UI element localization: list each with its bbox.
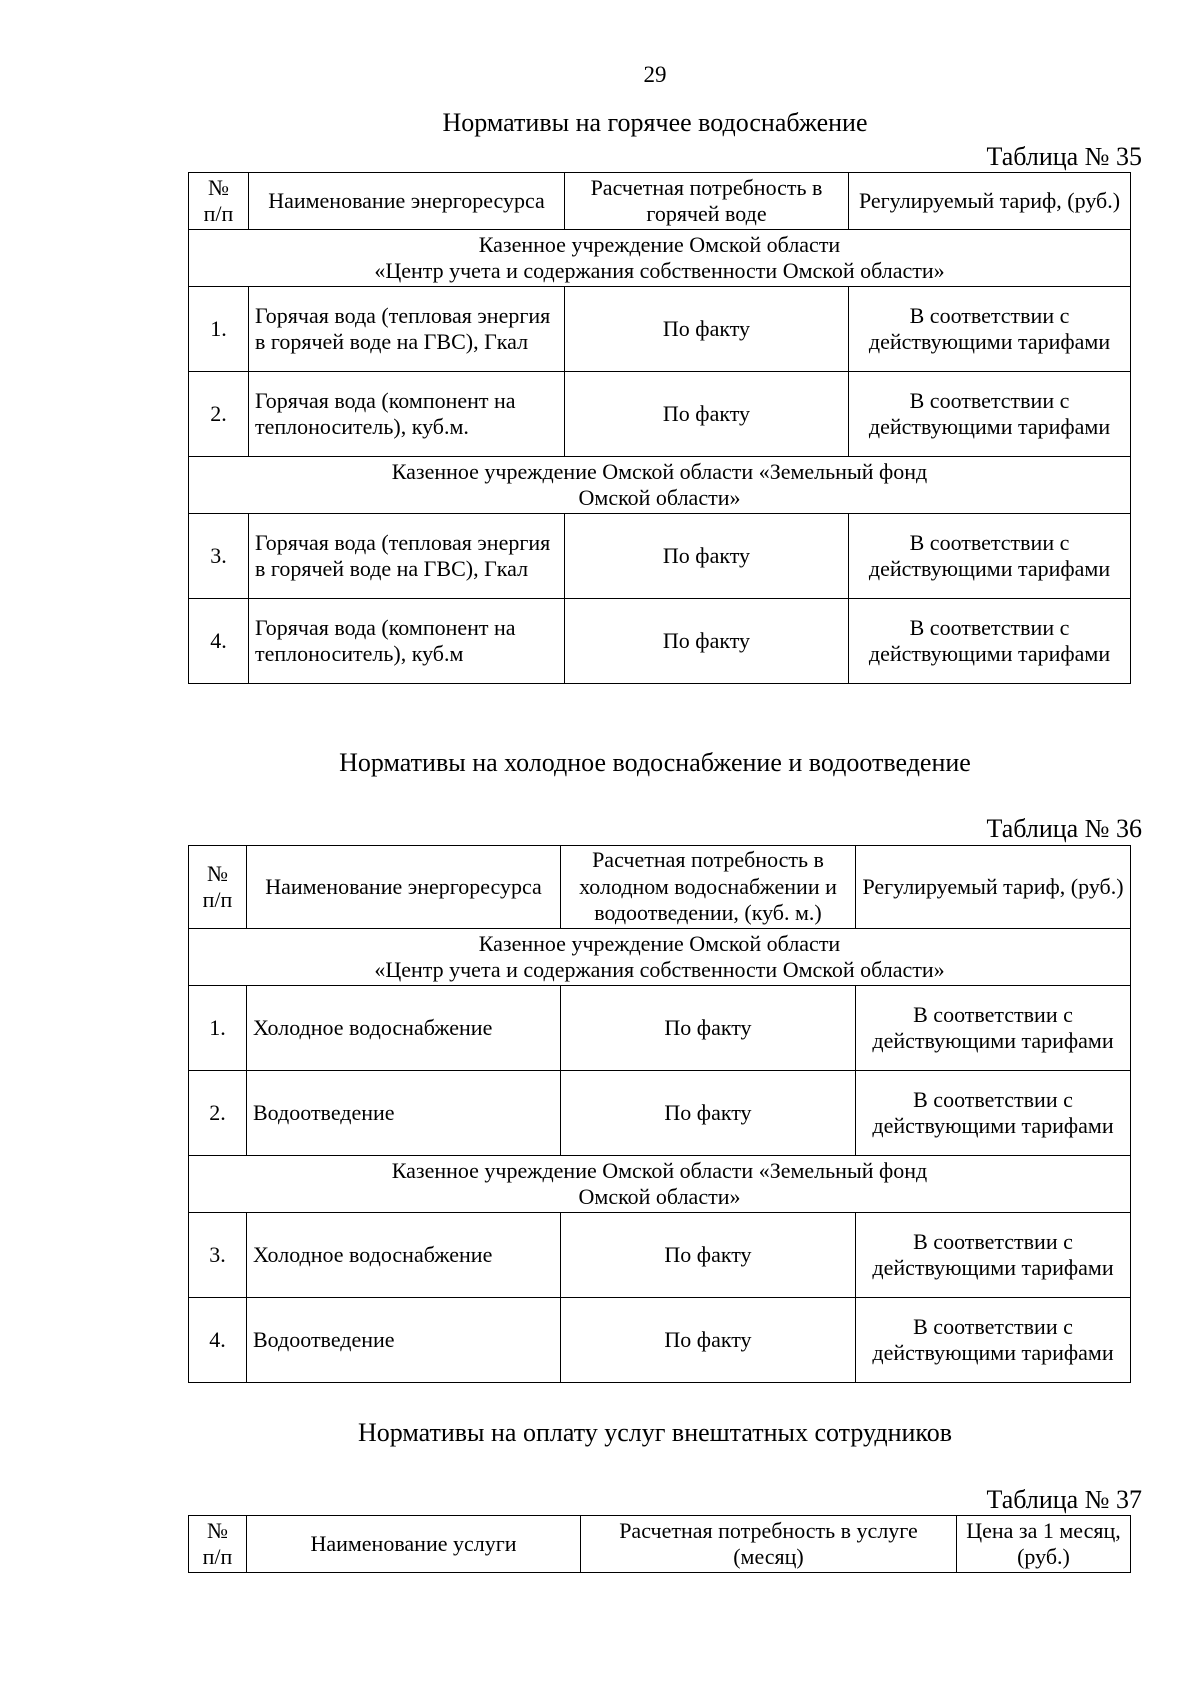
organization-line: Казенное учреждение Омской области <box>478 930 841 956</box>
organization-row <box>189 929 1131 986</box>
resource-name: Водоотведение <box>247 1298 561 1383</box>
header-cell: № п/п <box>189 1516 247 1573</box>
organization-cell <box>189 929 1131 986</box>
resource-name: Горячая вода (компонент на теплоноситель), куб.м <box>249 599 565 684</box>
header-cell: Расчетная потребность в услуге (месяц) <box>581 1516 957 1573</box>
organization-row <box>189 457 1131 514</box>
section-title: Нормативы на оплату услуг внештатных сотрудников <box>357 1418 953 1447</box>
organization-line: «Центр учета и содержания собственности Омской области» <box>374 258 945 283</box>
row-number: 2. <box>189 372 249 457</box>
header-cell: Расчетная потребность в холодном водоснабжении и водоотведении, (куб. м.) <box>561 846 856 929</box>
table-row <box>189 1213 1131 1298</box>
resource-name: Водоотведение <box>247 1071 561 1156</box>
required-amount: По факту <box>561 986 856 1071</box>
resource-name: Горячая вода (компонент на теплоноситель), куб.м. <box>249 372 565 457</box>
row-number: 3. <box>189 514 249 599</box>
tariff: В соответствии с действующими тарифами <box>849 287 1131 372</box>
organization-line: Казенное учреждение Омской области «Земельный фонд <box>391 458 928 484</box>
hot-water-table <box>188 172 1131 684</box>
table-header-row <box>189 173 1131 230</box>
table-row <box>189 986 1131 1071</box>
table-row <box>189 1298 1131 1383</box>
header-cell: № п/п <box>189 173 249 230</box>
organization-line: Омской области» <box>578 485 741 510</box>
required-amount: По факту <box>565 287 849 372</box>
table-label: Таблица № 37 <box>986 1485 1142 1514</box>
organization-cell <box>189 457 1131 514</box>
row-number: 1. <box>189 287 249 372</box>
header-cell: Цена за 1 месяц, (руб.) <box>957 1516 1131 1573</box>
table-row <box>189 1071 1131 1156</box>
table-header-row <box>189 1516 1131 1573</box>
organization-line: Казенное учреждение Омской области <box>478 231 841 257</box>
resource-name: Холодное водоснабжение <box>247 986 561 1071</box>
header-cell: Регулируемый тариф, (руб.) <box>856 846 1131 929</box>
table-header-row <box>189 846 1131 929</box>
row-number: 4. <box>189 1298 247 1383</box>
header-cell: Наименование энергоресурса <box>247 846 561 929</box>
table-label: Таблица № 36 <box>986 814 1142 843</box>
section-title: Нормативы на горячее водоснабжение <box>442 108 868 137</box>
tariff: В соответствии с действующими тарифами <box>849 372 1131 457</box>
required-amount: По факту <box>565 599 849 684</box>
organization-line: Казенное учреждение Омской области «Земельный фонд <box>391 1157 928 1183</box>
table-label: Таблица № 35 <box>986 142 1142 171</box>
resource-name: Горячая вода (тепловая энергия в горячей воде на ГВС), Гкал <box>249 514 565 599</box>
table-row <box>189 599 1131 684</box>
required-amount: По факту <box>565 372 849 457</box>
cold-water-table <box>188 845 1131 1383</box>
organization-row <box>189 230 1131 287</box>
tariff: В соответствии с действующими тарифами <box>856 1213 1131 1298</box>
resource-name: Горячая вода (тепловая энергия в горячей воде на ГВС), Гкал <box>249 287 565 372</box>
organization-cell <box>189 230 1131 287</box>
row-number: 3. <box>189 1213 247 1298</box>
row-number: 1. <box>189 986 247 1071</box>
required-amount: По факту <box>561 1071 856 1156</box>
header-cell: Наименование энергоресурса <box>249 173 565 230</box>
header-cell: № п/п <box>189 846 247 929</box>
tariff: В соответствии с действующими тарифами <box>856 1298 1131 1383</box>
tariff: В соответствии с действующими тарифами <box>849 599 1131 684</box>
row-number: 4. <box>189 599 249 684</box>
header-cell: Регулируемый тариф, (руб.) <box>849 173 1131 230</box>
required-amount: По факту <box>565 514 849 599</box>
table-row <box>189 514 1131 599</box>
table-row <box>189 287 1131 372</box>
tariff: В соответствии с действующими тарифами <box>856 986 1131 1071</box>
organization-cell <box>189 1156 1131 1213</box>
resource-name: Холодное водоснабжение <box>247 1213 561 1298</box>
tariff: В соответствии с действующими тарифами <box>849 514 1131 599</box>
header-cell: Наименование услуги <box>247 1516 581 1573</box>
tariff: В соответствии с действующими тарифами <box>856 1071 1131 1156</box>
required-amount: По факту <box>561 1213 856 1298</box>
table-row <box>189 372 1131 457</box>
organization-line: Омской области» <box>578 1184 741 1209</box>
required-amount: По факту <box>561 1298 856 1383</box>
header-cell: Расчетная потребность в горячей воде <box>565 173 849 230</box>
row-number: 2. <box>189 1071 247 1156</box>
organization-row <box>189 1156 1131 1213</box>
organization-line: «Центр учета и содержания собственности Омской области» <box>374 957 945 982</box>
page-number: 29 <box>643 62 667 87</box>
section-title: Нормативы на холодное водоснабжение и водоотведение <box>339 748 971 777</box>
freelance-services-table <box>188 1515 1131 1573</box>
